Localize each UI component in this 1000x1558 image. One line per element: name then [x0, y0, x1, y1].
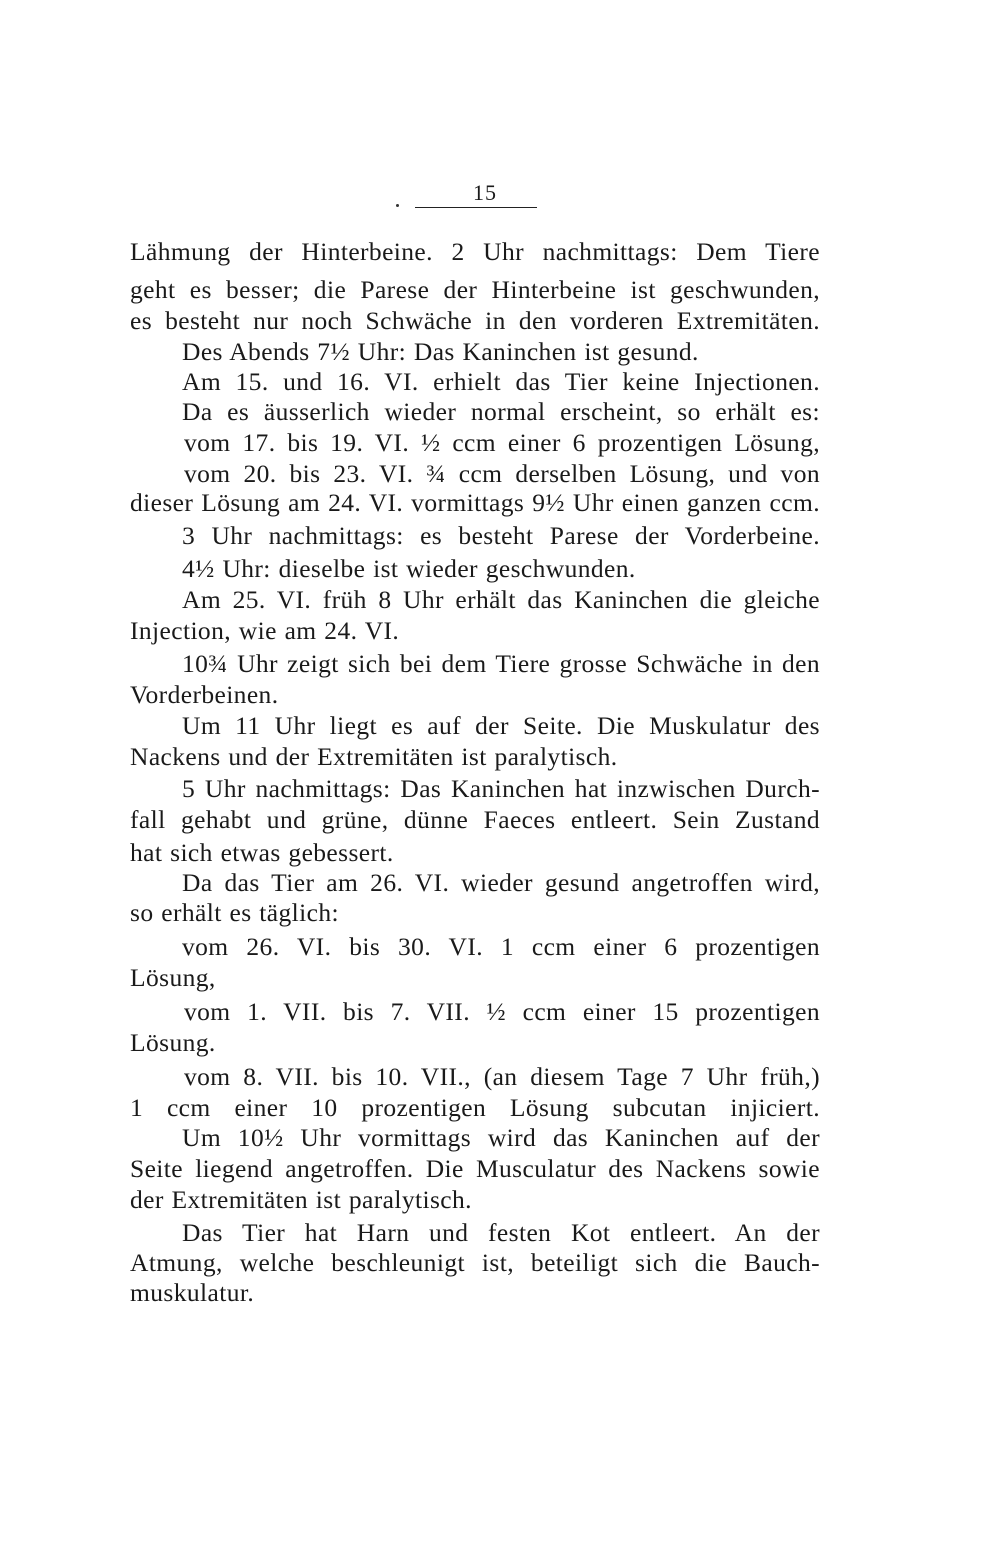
text-line: muskulatur.: [130, 1278, 255, 1307]
text-line: 4½ Uhr: dieselbe ist wieder geschwunden.: [182, 554, 636, 583]
text-line: vom 1. VII. bis 7. VII. ½ ccm einer 15 prozentigen: [184, 997, 820, 1026]
text-line: Da das Tier am 26. VI. wieder gesund angetroffen wird,: [182, 868, 820, 897]
text-line: Injection, wie am 24. VI.: [130, 616, 400, 645]
text-line: Des Abends 7½ Uhr: Das Kaninchen ist gesund.: [182, 337, 699, 366]
text-line: vom 20. bis 23. VI. ¾ ccm derselben Lösung, und von: [184, 459, 820, 488]
text-line: so erhält es täglich:: [130, 898, 339, 927]
text-line: Seite liegend angetroffen. Die Musculatur des Nackens sowie: [130, 1154, 820, 1183]
text-line: Lösung,: [130, 963, 216, 992]
text-line: dieser Lösung am 24. VI. vormittags 9½ Uhr einen ganzen ccm.: [130, 488, 820, 517]
header-dot: [396, 204, 399, 207]
text-line: vom 8. VII. bis 10. VII., (an diesem Tage 7 Uhr früh,): [184, 1062, 820, 1091]
text-line: der Extremitäten ist paralytisch.: [130, 1185, 472, 1214]
text-line: 5 Uhr nachmittags: Das Kaninchen hat inzwischen Durch-: [182, 774, 820, 803]
text-line: geht es besser; die Parese der Hinterbeine ist geschwunden,: [130, 275, 820, 304]
text-line: Am 15. und 16. VI. erhielt das Tier keine Injectionen.: [182, 367, 820, 396]
header-rule: [415, 207, 537, 208]
text-line: Vorderbeinen.: [130, 680, 279, 709]
text-line: 1 ccm einer 10 prozentigen Lösung subcutan injiciert.: [130, 1093, 820, 1122]
text-line: 3 Uhr nachmittags: es besteht Parese der Vorderbeine.: [182, 521, 820, 550]
text-line: Nackens und der Extremitäten ist paralytisch.: [130, 742, 618, 771]
text-line: Das Tier hat Harn und festen Kot entleert. An der: [182, 1218, 820, 1247]
text-line: Um 10½ Uhr vormittags wird das Kaninchen auf der: [182, 1123, 820, 1152]
text-line: fall gehabt und grüne, dünne Faeces entleert. Sein Zustand: [130, 805, 820, 834]
page-number: 15: [473, 180, 497, 205]
text-line: 10¾ Uhr zeigt sich bei dem Tiere grosse Schwäche in den: [182, 649, 820, 678]
text-line: es besteht nur noch Schwäche in den vorderen Extremitäten.: [130, 306, 820, 335]
text-line: Da es äusserlich wieder normal erscheint, so erhält es:: [182, 397, 820, 426]
text-line: vom 17. bis 19. VI. ½ ccm einer 6 prozentigen Lösung,: [184, 428, 820, 457]
text-line: Atmung, welche beschleunigt ist, beteiligt sich die Bauch-: [130, 1248, 820, 1277]
text-line: Am 25. VI. früh 8 Uhr erhält das Kaninchen die gleiche: [182, 585, 820, 614]
text-line: Um 11 Uhr liegt es auf der Seite. Die Muskulatur des: [182, 711, 820, 740]
text-line: Lähmung der Hinterbeine. 2 Uhr nachmittags: Dem Tiere: [130, 237, 820, 266]
text-line: vom 26. VI. bis 30. VI. 1 ccm einer 6 prozentigen: [182, 932, 820, 961]
text-line: hat sich etwas gebessert.: [130, 838, 394, 867]
text-line: Lösung.: [130, 1028, 216, 1057]
